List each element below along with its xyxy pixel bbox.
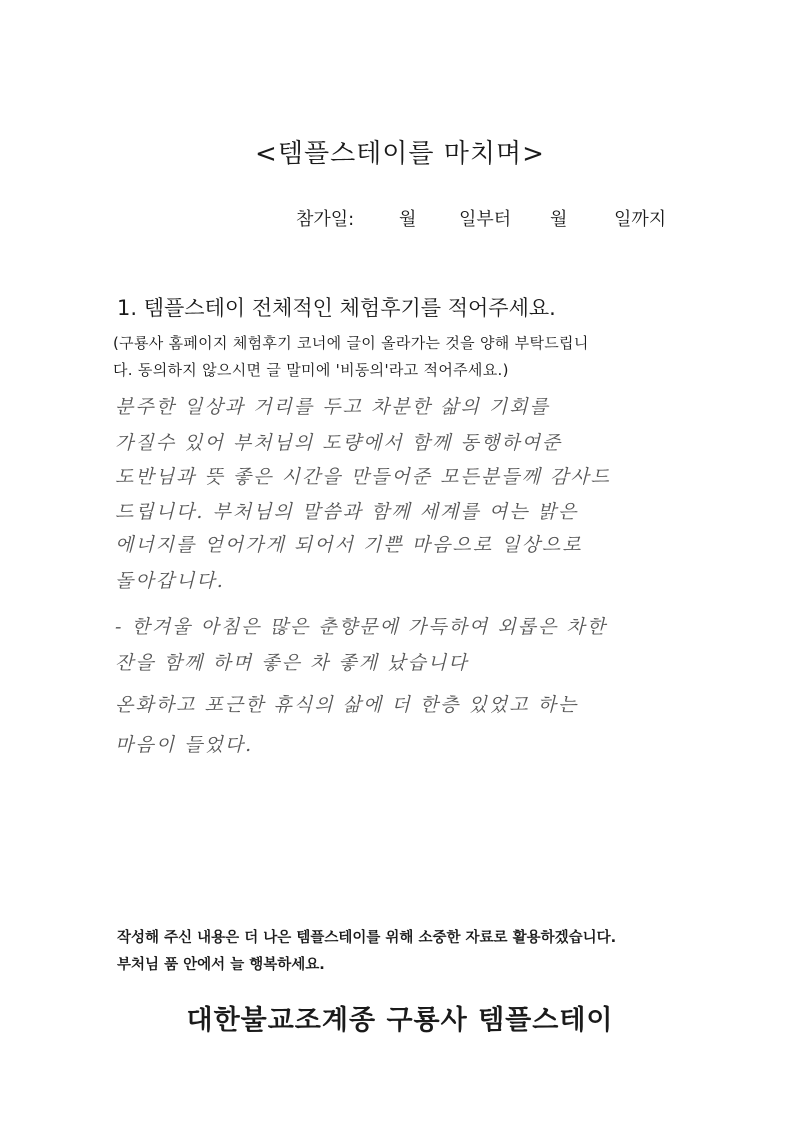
- form-title: <템플스테이를 마치며>: [255, 139, 545, 169]
- participation-label: 참가일:: [296, 209, 355, 230]
- organization-name: 대한불교조계종 구룡사 템플스테이: [186, 1005, 614, 1036]
- handwritten-line: 도반님과 뜻 좋은 시간을 만들어준 모든분들께 감사드: [115, 466, 612, 488]
- start-month-unit: 월: [399, 209, 417, 230]
- handwritten-line: 돌아갑니다.: [115, 570, 225, 592]
- handwritten-line: 드립니다. 부처님의 말씀과 함께 세계를 여는 밝은: [115, 501, 579, 523]
- closing-message: [117, 925, 616, 979]
- end-day-unit: 일까지: [614, 209, 667, 230]
- question-1-note: [113, 330, 693, 384]
- handwritten-line: 에너지를 얻어가게 되어서 기쁜 마음으로 일상으로: [115, 534, 583, 556]
- handwritten-line: 마음이 들었다.: [115, 734, 254, 756]
- handwritten-line: 분주한 일상과 거리를 두고 차분한 삶의 기회를: [115, 396, 550, 418]
- handwritten-line: - 한겨울 아침은 많은 춘향문에 가득하여 외롭은 차한: [115, 616, 608, 638]
- start-day-unit: 일부터: [459, 209, 512, 230]
- question-note-line: (구룡사 홈페이지 체험후기 코너에 글이 올라가는 것을 양해 부탁드립니: [113, 334, 589, 352]
- handwritten-line: 가질수 있어 부처님의 도량에서 함께 동행하여준: [115, 432, 563, 454]
- closing-line: 작성해 주신 내용은 더 나은 템플스테이를 위해 소중한 자료로 활용하겠습니다.: [117, 930, 617, 946]
- question-1: 1. 템플스테이 전체적인 체험후기를 적어주세요.: [117, 296, 556, 320]
- question-note-line: 다. 동의하지 않으시면 글 말미에 '비동의'라고 적어주세요.): [113, 361, 509, 379]
- end-month-unit: 월: [550, 209, 568, 230]
- handwritten-line: 잔을 함께 하며 좋은 차 좋게 났습니다: [115, 652, 469, 674]
- closing-line: 부처님 품 안에서 늘 행복하세요.: [117, 957, 325, 973]
- handwritten-line: 온화하고 포근한 휴식의 삶에 더 한층 있었고 하는: [115, 694, 579, 716]
